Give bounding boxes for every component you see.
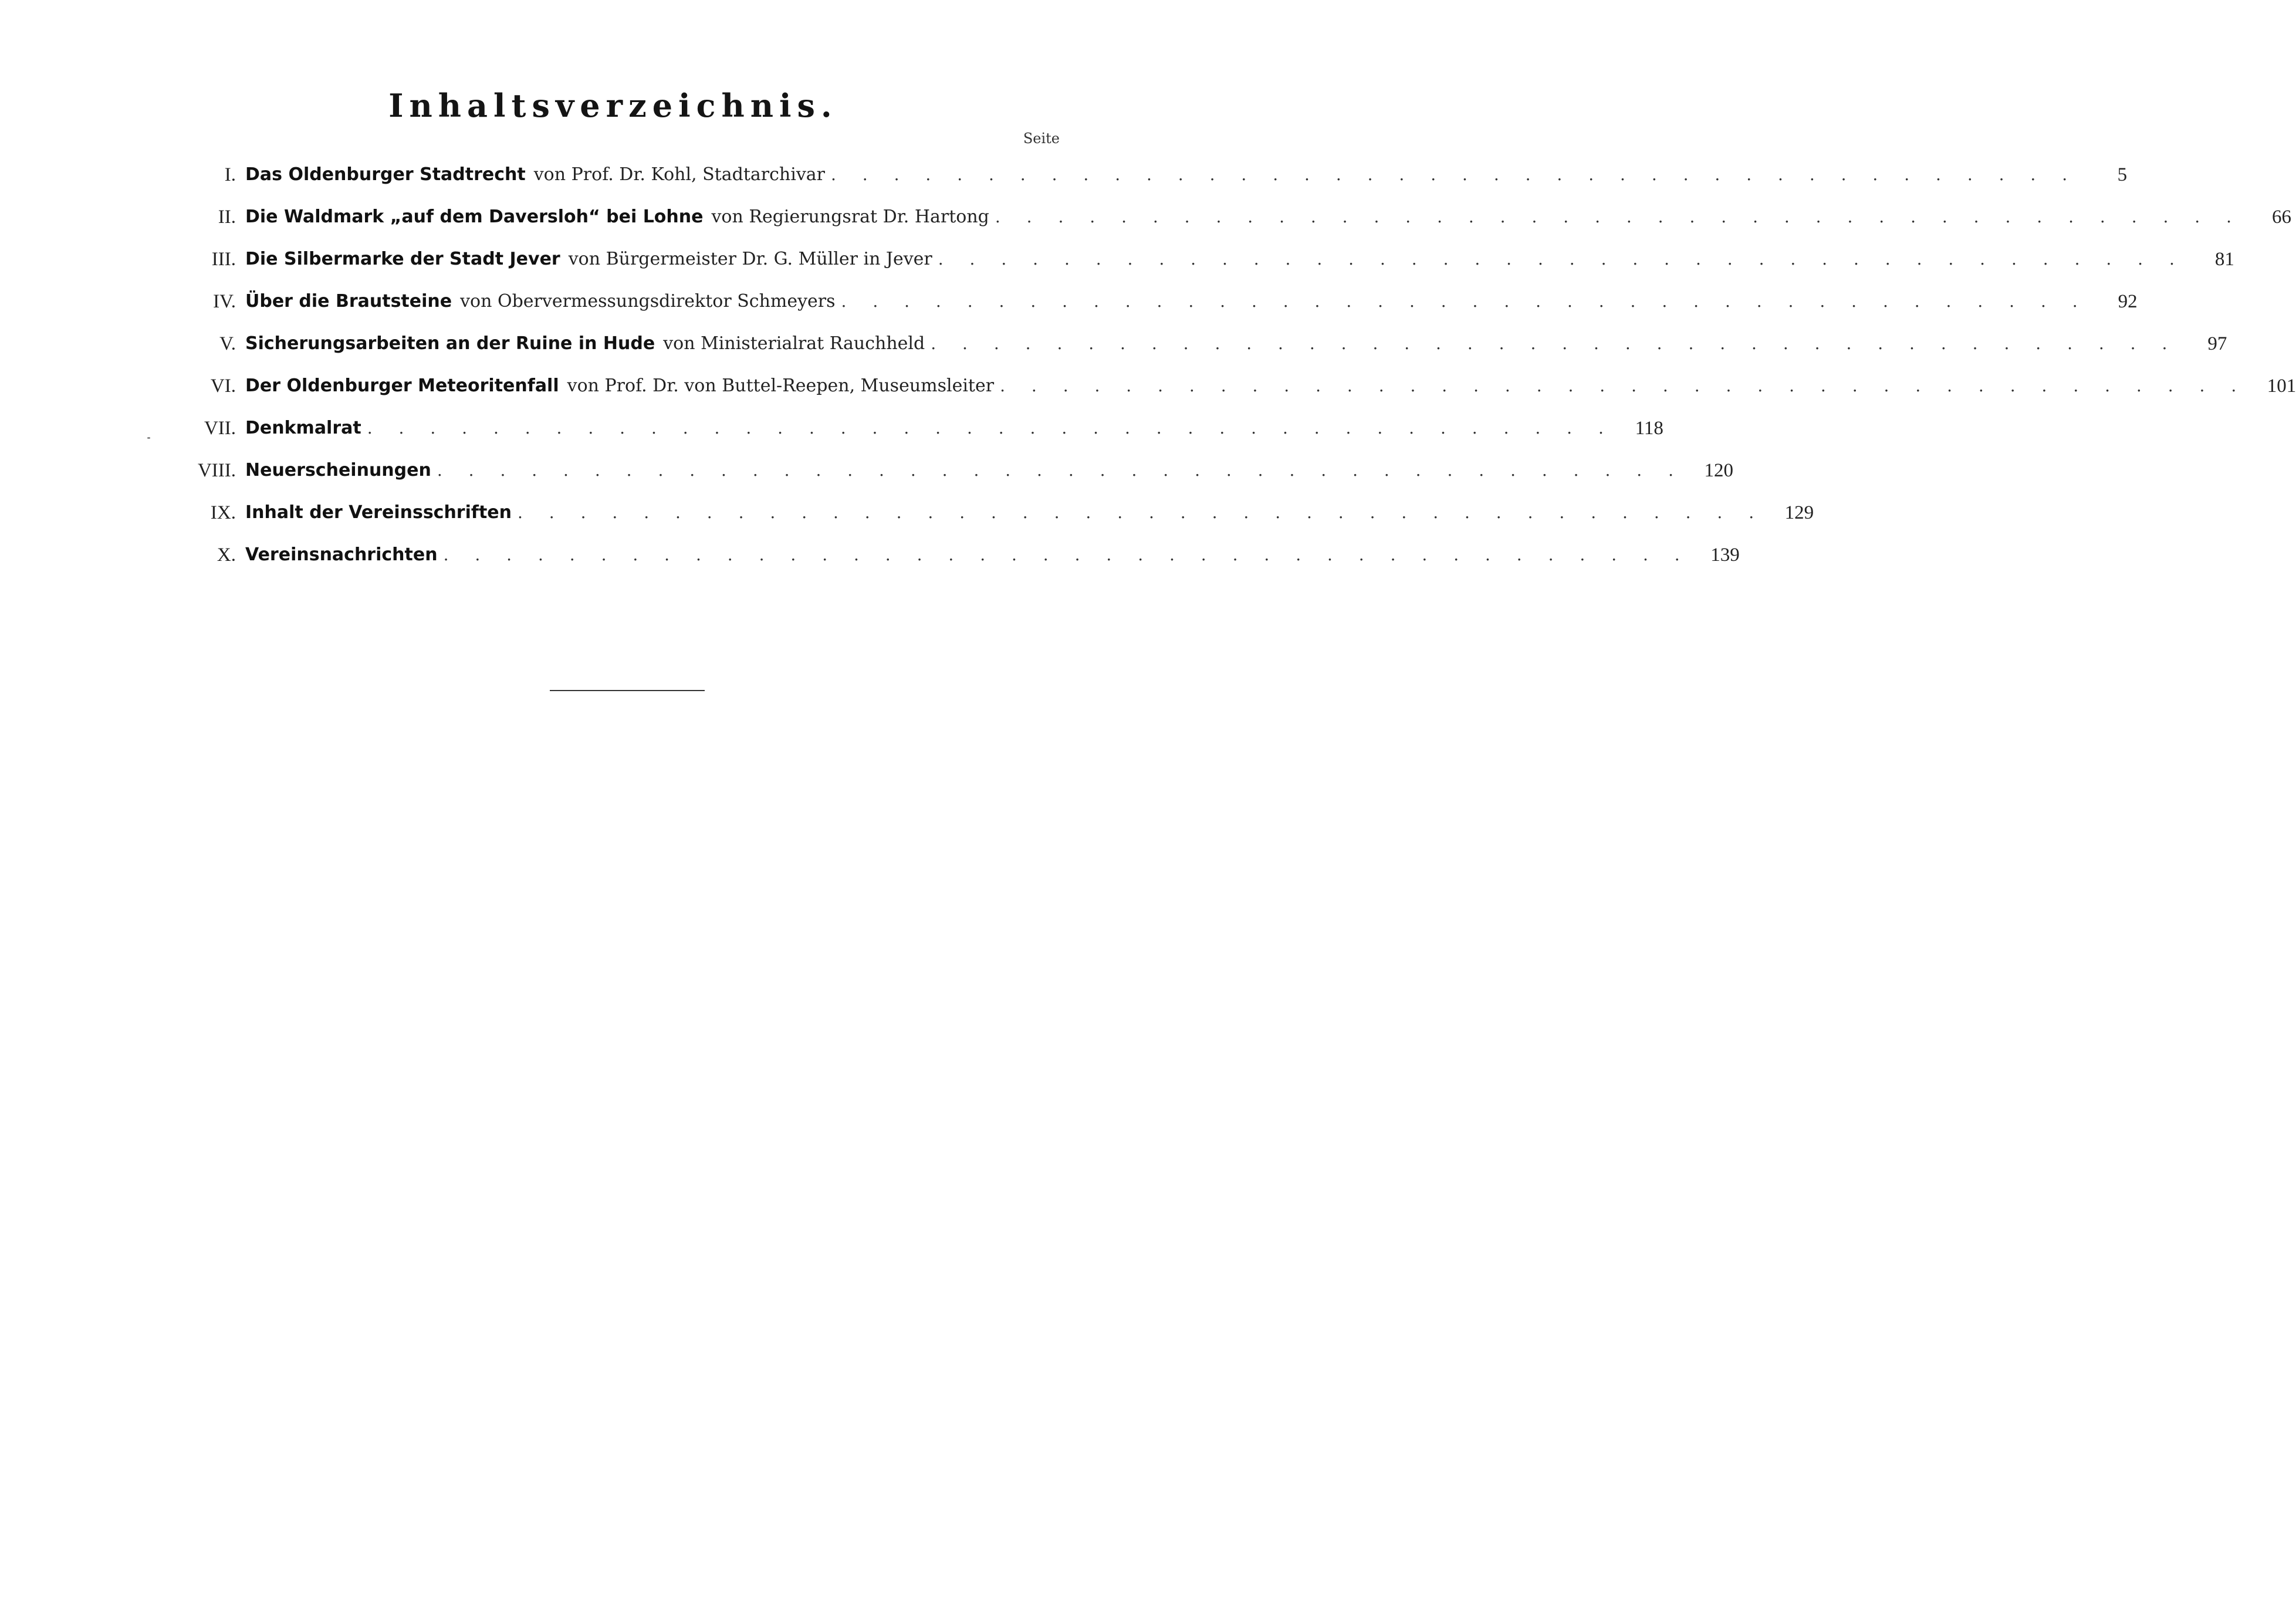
entry-author: von Obervermessungsdirektor Schmeyers xyxy=(460,291,836,312)
entry-number: IX. xyxy=(210,502,236,523)
dot-leader: . . . . . . . . . . . . . . . . . . . . . . . . . . . . . . . . . . . . . . . . xyxy=(443,545,1690,564)
entry-page-number: 92 xyxy=(2118,290,2138,312)
dot-leader: . . . . . . . . . . . . . . . . . . . . . . . . . . . . . . . . . . . . . . . . xyxy=(831,165,2078,184)
toc-entry xyxy=(170,196,2291,238)
entry-page-number: 118 xyxy=(1635,417,1663,439)
toc-entry xyxy=(170,407,1663,449)
page-column-header: Seite xyxy=(1023,130,1060,147)
dot-leader: . . . . . . . . . . . . . . . . . . . . . . . . . . . . . . . . . . . . . . . . xyxy=(437,461,1684,480)
table-of-contents xyxy=(170,154,2296,576)
entry-title: Die Silbermarke der Stadt Jever xyxy=(245,249,560,269)
page-title: Inhaltsverzeichnis. xyxy=(388,87,838,124)
entry-title: Der Oldenburger Meteoritenfall xyxy=(245,375,559,396)
toc-entry xyxy=(170,492,1814,534)
toc-entry xyxy=(170,449,1733,492)
toc-entry xyxy=(170,238,2234,280)
entry-number: VII. xyxy=(204,417,236,439)
entry-title: Über die Brautsteine xyxy=(245,291,452,312)
entry-text xyxy=(245,208,2242,226)
entry-title: Denkmalrat xyxy=(245,418,361,438)
entry-number: X. xyxy=(217,544,236,566)
entry-title: Vereinsnachrichten xyxy=(245,544,438,565)
toc-entry xyxy=(170,365,2296,407)
entry-page-number: 120 xyxy=(1704,459,1733,481)
entry-page-number: 97 xyxy=(2207,333,2227,354)
entry-text xyxy=(245,546,1690,564)
entry-page-number: 81 xyxy=(2214,248,2234,270)
entry-text xyxy=(245,377,2247,395)
entry-author: von Regierungsrat Dr. Hartong xyxy=(711,207,989,227)
entry-title: Sicherungsarbeiten an der Ruine in Hude xyxy=(245,333,655,354)
entry-number: II. xyxy=(218,206,236,228)
toc-entry xyxy=(170,154,2128,196)
toc-entry xyxy=(170,323,2227,365)
entry-number: VI. xyxy=(210,375,236,397)
entry-title: Neuerscheinungen xyxy=(245,460,431,481)
toc-entry xyxy=(170,534,1740,576)
dot-leader: . . . . . . . . . . . . . . . . . . . . . . . . . . . . . . . . . . . . . . . . xyxy=(931,334,2178,353)
entry-number: I. xyxy=(224,164,236,185)
entry-page-number: 129 xyxy=(1784,502,1814,523)
entry-page-number: 5 xyxy=(2117,164,2128,185)
entry-text xyxy=(245,504,1764,522)
entry-text xyxy=(245,166,2078,184)
entry-text xyxy=(245,419,1614,437)
scan-speck xyxy=(147,437,150,439)
dot-leader: . . . . . . . . . . . . . . . . . . . . . . . . . . . . . . . . . . . . . . . . xyxy=(841,292,2088,311)
entry-title: Inhalt der Vereinsschriften xyxy=(245,502,512,523)
toc-entry xyxy=(170,280,2138,323)
dot-leader: . . . . . . . . . . . . . . . . . . . . . . . . . . . . . . . . . . . . . . . . xyxy=(517,503,1765,522)
entry-author: von Bürgermeister Dr. G. Müller in Jever xyxy=(568,249,932,269)
entry-number: VIII. xyxy=(197,459,236,481)
closing-rule xyxy=(550,690,705,691)
entry-page-number: 101 xyxy=(2267,375,2296,397)
entry-author: von Prof. Dr. von Buttel-Reepen, Museumsleiter xyxy=(567,375,995,396)
entry-number: III. xyxy=(211,248,236,270)
entry-number: V. xyxy=(219,333,236,354)
entry-page-number: 66 xyxy=(2272,206,2291,228)
dot-leader: . . . . . . . . . . . . . . . . . . . . . . . . . . . . . . . . . . . . . . . . xyxy=(995,207,2242,226)
entry-author: von Ministerialrat Rauchheld xyxy=(663,333,925,354)
entry-author: von Prof. Dr. Kohl, Stadtarchivar xyxy=(533,164,825,185)
entry-number: IV. xyxy=(213,290,236,312)
entry-text xyxy=(245,335,2177,353)
dot-leader: . . . . . . . . . . . . . . . . . . . . . . . . . . . . . . . . . . . . . . . . xyxy=(938,249,2185,269)
dot-leader: . . . . . . . . . . . . . . . . . . . . . . . . . . . . . . . . . . . . . . . . xyxy=(1000,376,2247,395)
entry-title: Die Waldmark „auf dem Daversloh“ bei Lohne xyxy=(245,207,704,227)
entry-page-number: 139 xyxy=(1710,544,1740,566)
entry-text xyxy=(245,462,1684,479)
entry-text xyxy=(245,293,2088,310)
dot-leader: . . . . . . . . . . . . . . . . . . . . . . . . . . . . . . . . . . . . . . . . xyxy=(367,418,1614,438)
entry-title: Das Oldenburger Stadtrecht xyxy=(245,164,526,185)
entry-text xyxy=(245,251,2185,268)
